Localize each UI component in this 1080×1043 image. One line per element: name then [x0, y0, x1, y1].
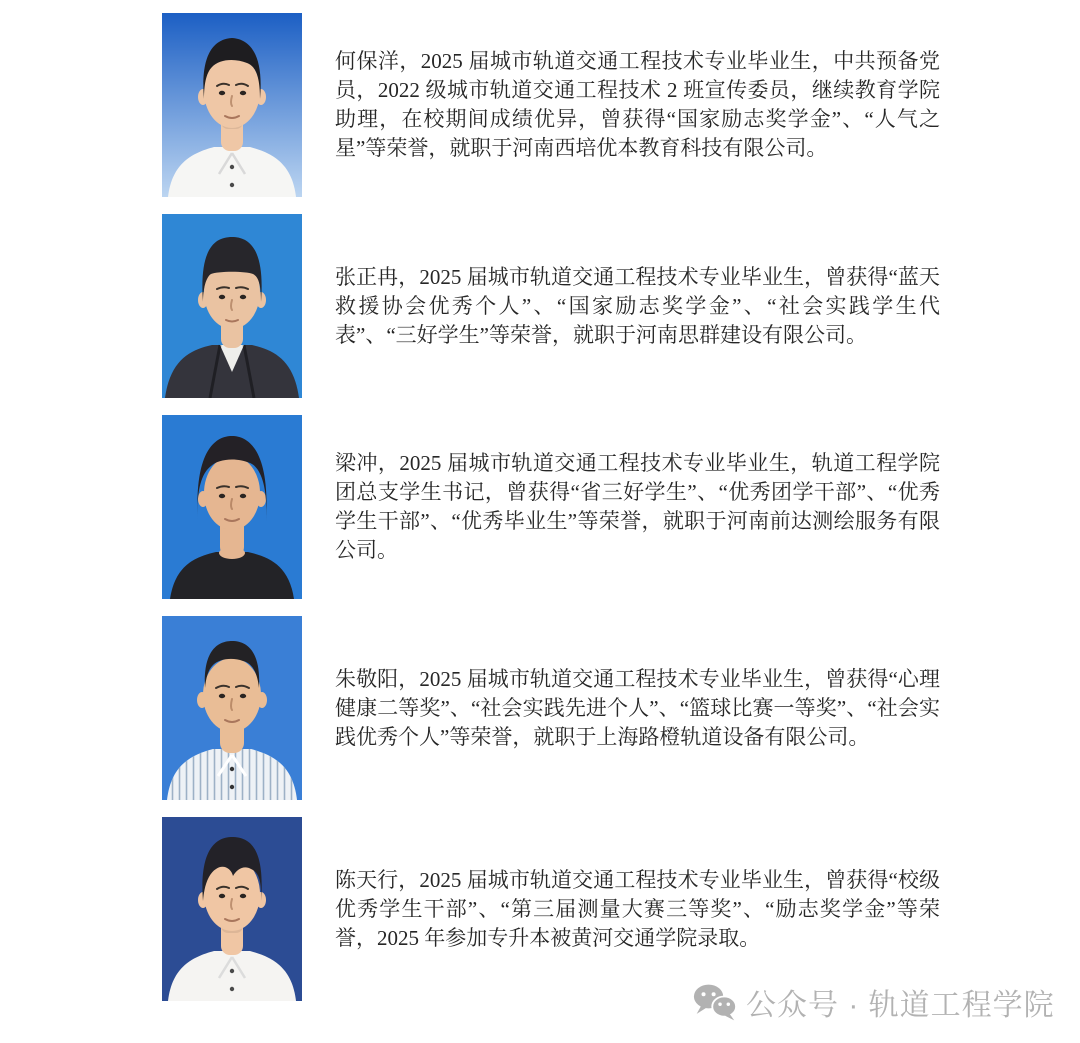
profile-row	[162, 13, 940, 197]
graduate-bio: 何保洋，2025 届城市轨道交通工程技术专业毕业生，中共预备党员，2022 级城市轨道交通工程技术 2 班宣传委员，继续教育学院助理，在校期间成绩优异，曾获得“国家励志奖学金”、“人气之星”等荣誉，就职于河南西培优本教育科技有限公司。	[335, 49, 940, 160]
profile-row	[162, 616, 940, 800]
watermark-label: 公众号 · 轨道工程学院	[746, 989, 1055, 1022]
graduate-profiles	[162, 13, 940, 1001]
profile-row	[162, 214, 940, 398]
id-photo-image	[162, 616, 302, 800]
graduate-bio: 张正冉，2025 届城市轨道交通工程技术专业毕业生，曾获得“蓝天救援协会优秀个人”、“国家励志奖学金”、“社会实践学生代表”、“三好学生”等荣誉，就职于河南思群建设有限公司。	[335, 264, 940, 347]
id-photo-image	[162, 415, 302, 599]
wechat-icon	[693, 983, 737, 1021]
graduate-photo	[162, 817, 302, 1001]
profile-row	[162, 415, 940, 599]
profile-row	[162, 817, 940, 1001]
id-photo-image	[162, 817, 302, 1001]
graduate-photo	[162, 415, 302, 599]
graduate-bio: 朱敬阳，2025 届城市轨道交通工程技术专业毕业生，曾获得“心理健康二等奖”、“社会实践先进个人”、“篮球比赛一等奖”、“社会实践优秀个人”等荣誉，就职于上海路橙轨道设备有限公司。	[335, 666, 940, 749]
graduate-bio: 陈天行，2025 届城市轨道交通工程技术专业毕业生，曾获得“校级优秀学生干部”、“第三届测量大赛三等奖”、“励志奖学金”等荣誉，2025 年参加专升本被黄河交通学院录取。	[335, 867, 940, 950]
graduate-photo	[162, 616, 302, 800]
graduate-photo	[162, 214, 302, 398]
watermark	[693, 980, 1055, 1024]
graduate-photo	[162, 13, 302, 197]
id-photo-image	[162, 13, 302, 197]
id-photo-image	[162, 214, 302, 398]
graduate-bio: 梁冲，2025 届城市轨道交通工程技术专业毕业生，轨道工程学院团总支学生书记，曾获得“省三好学生”、“优秀团学干部”、“优秀学生干部”、“优秀毕业生”等荣誉，就职于河南前达测绘服务有限公司。	[335, 451, 940, 562]
